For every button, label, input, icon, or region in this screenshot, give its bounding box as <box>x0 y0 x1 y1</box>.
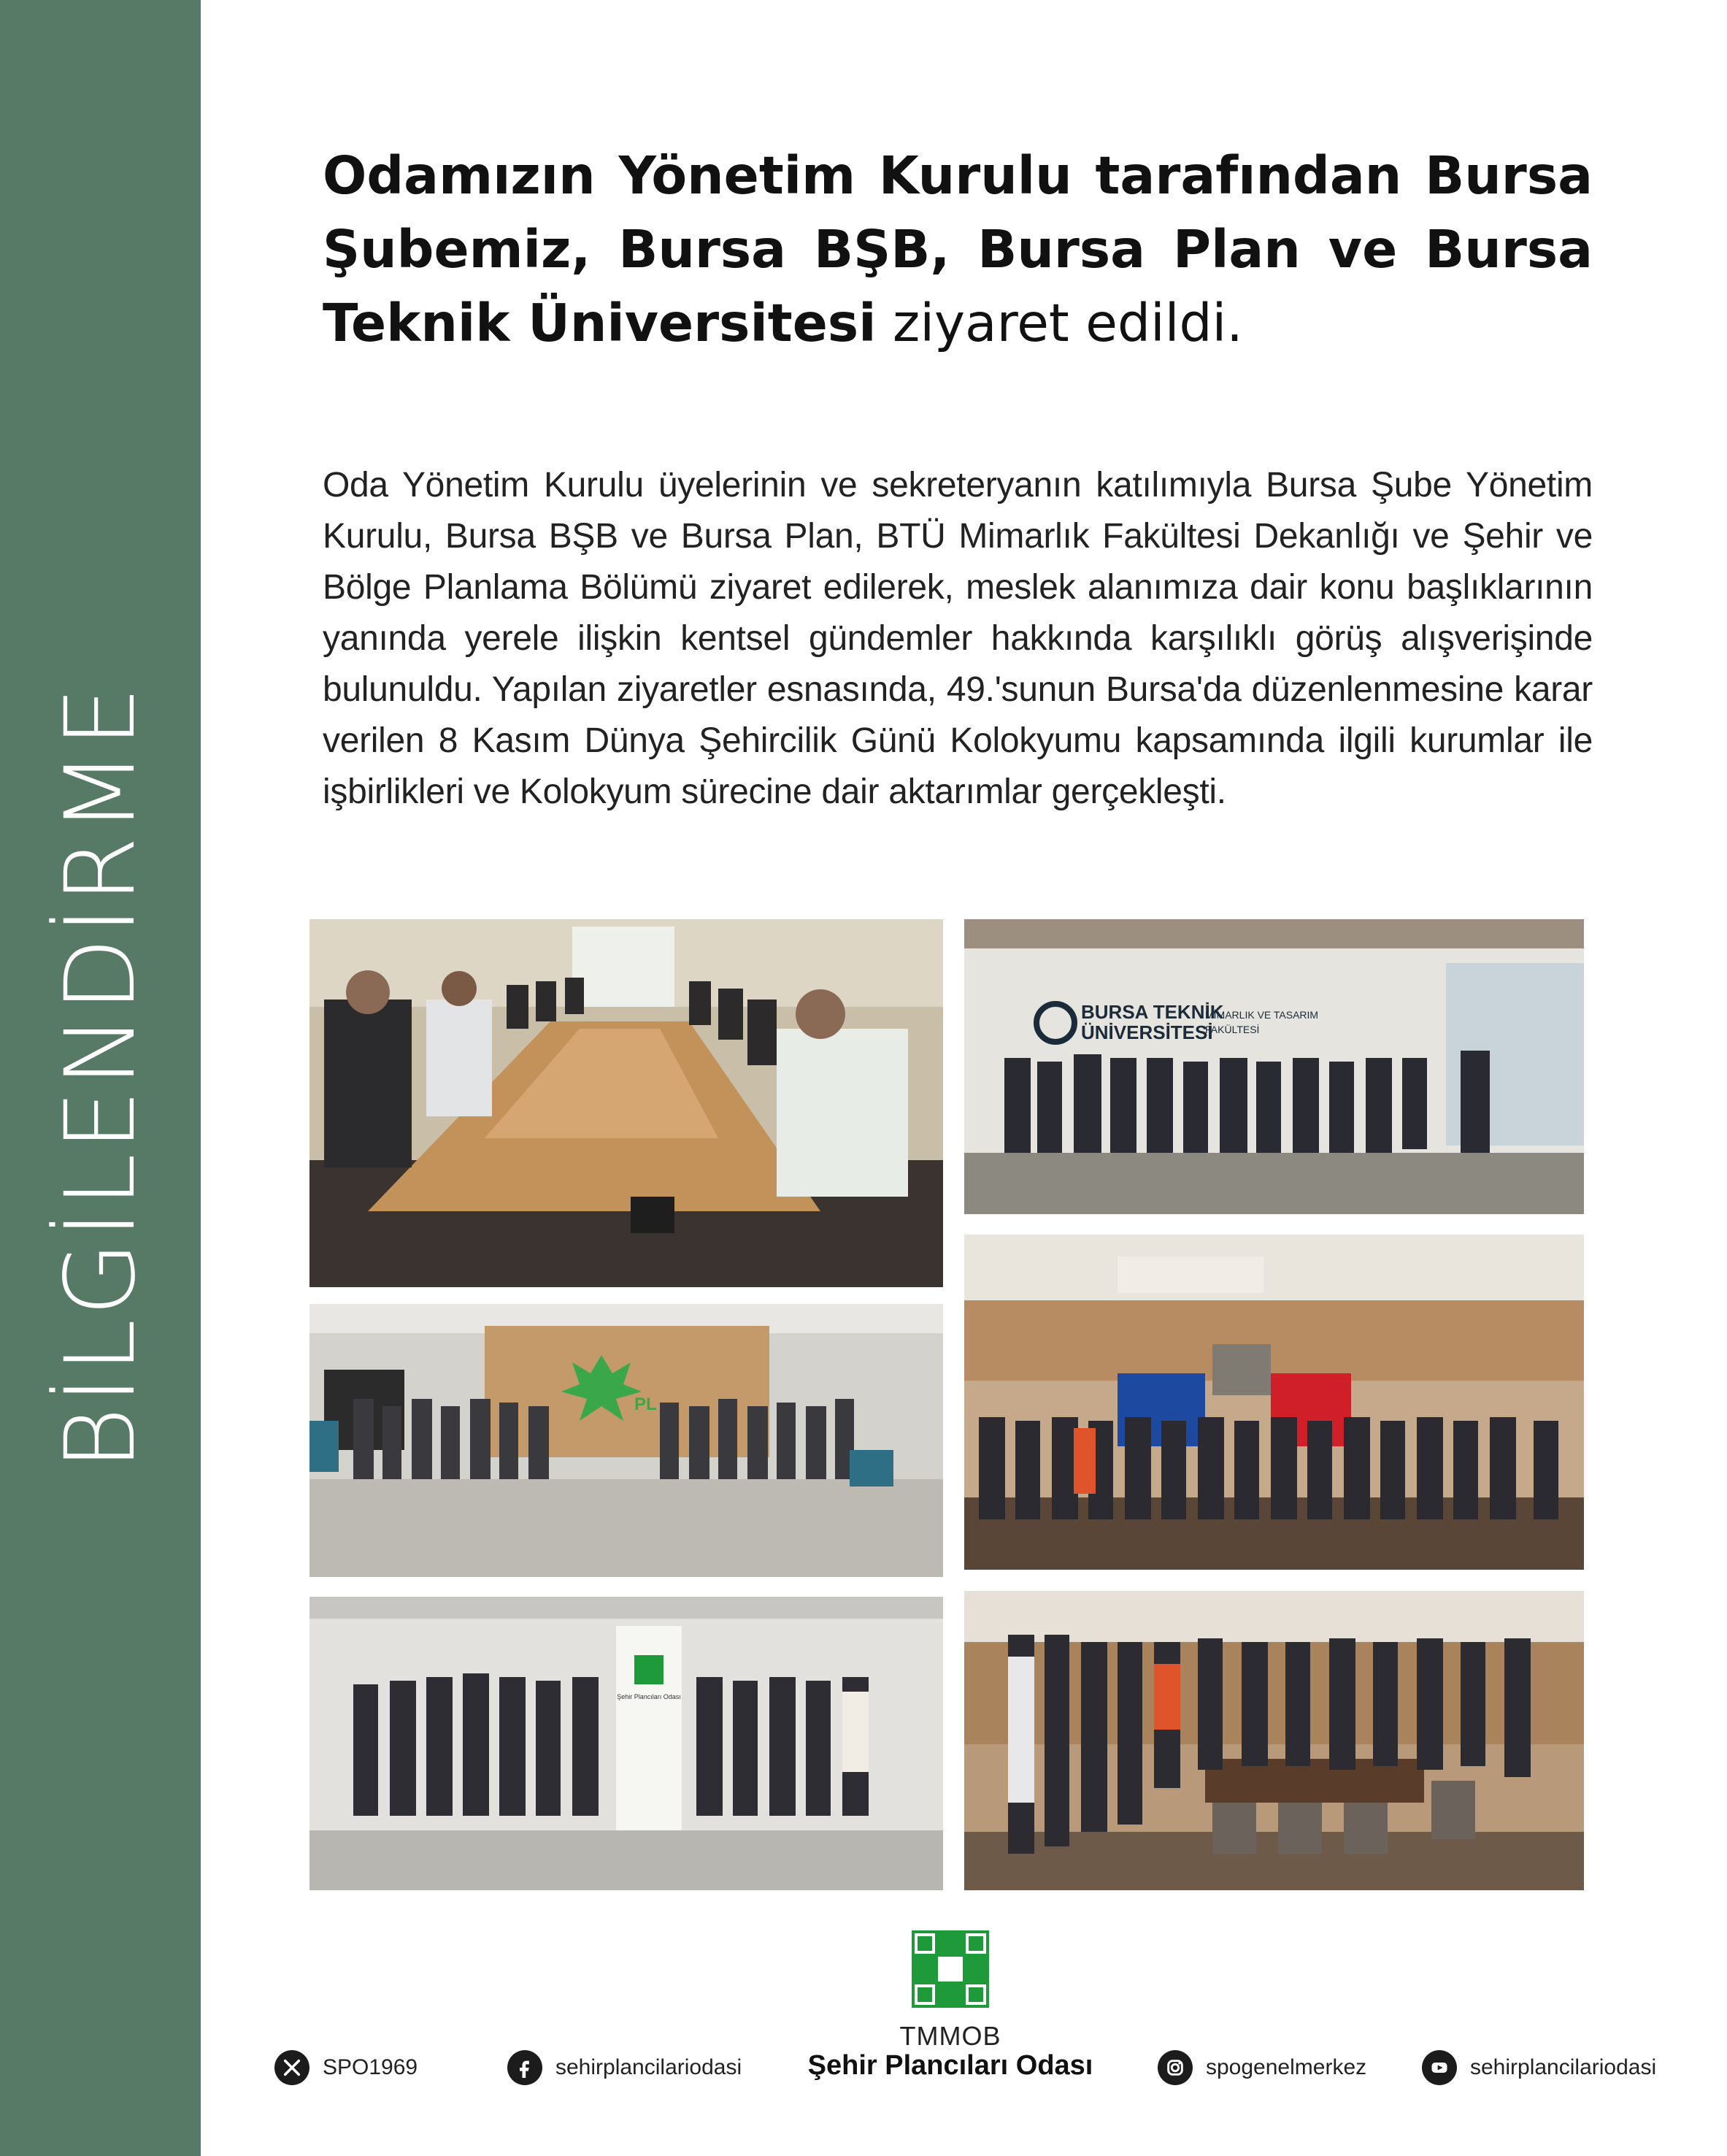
spo-logo <box>912 1930 989 2008</box>
social-x[interactable] <box>274 2049 418 2086</box>
social-instagram-handle: spogenelmerkez <box>1206 2055 1367 2079</box>
spo-banner-text: Şehir Plancıları Odası <box>617 1693 681 1700</box>
btu-sign-line1: BURSA TEKNİK <box>1081 1001 1224 1023</box>
social-facebook-handle: sehirplancilariodasi <box>555 2055 742 2079</box>
x-icon <box>274 2050 309 2085</box>
sidebar-band <box>0 0 201 2156</box>
facebook-icon <box>507 2050 542 2085</box>
photo-meeting-table <box>309 919 943 1287</box>
footer-org-name: Şehir Plancıları Odası <box>807 2050 1093 2081</box>
headline <box>323 139 1593 360</box>
headline-light: ziyaret edildi. <box>893 293 1243 353</box>
footer-org: TMMOB <box>899 2021 1001 2051</box>
youtube-icon <box>1422 2050 1457 2085</box>
section-label: BİLGİLENDİRME <box>45 683 157 1470</box>
social-instagram[interactable] <box>1158 2049 1366 2086</box>
photo-meeting-room-group <box>964 1591 1584 1890</box>
btu-sign-line3: MİMARLIK VE TASARIM <box>1205 1009 1319 1021</box>
photo-btu-group <box>964 919 1584 1214</box>
social-youtube[interactable] <box>1422 2049 1656 2086</box>
photo-plan-lobby <box>309 1304 943 1577</box>
instagram-icon <box>1158 2050 1193 2085</box>
social-facebook[interactable] <box>507 2049 742 2086</box>
photo-office-flags <box>964 1235 1584 1570</box>
btu-sign-line4: FAKÜLTESİ <box>1205 1024 1260 1035</box>
headline-bold: Odamızın Yönetim Kurulu tarafından Bursa Şubemiz, Bursa BŞB, Bursa Plan ve Bursa Teknik Üniversitesi <box>323 145 1593 353</box>
photo-spo-banner-group <box>309 1597 943 1890</box>
body-paragraph: Oda Yönetim Kurulu üyelerinin ve sekreteryanın katılımıyla Bursa Şube Yönetim Kurulu, Bursa BŞB ve Bursa Plan, BTÜ Mimarlık Fakültesi Dekanlığı ve Şehir ve Bölge Planlama Bölümü ziyaret edilerek, meslek alanımıza dair konu başlıklarının yanında yerele ilişkin kentsel gündemler hakkında karşılıklı görüş alışverişinde bulunuldu. Yapılan ziyaretler esnasında, 49.'sunun Bursa'da düzenlenmesine karar verilen 8 Kasım Dünya Şehircilik Günü Kolokyumu kapsamında ilgili kurumlar ile işbirlikleri ve Kolokyum sürecine dair aktarımlar gerçekleşti. <box>323 466 1593 811</box>
social-youtube-handle: sehirplancilariodasi <box>1470 2055 1657 2079</box>
social-x-handle: SPO1969 <box>323 2055 418 2079</box>
plan-sign-text: PL <box>634 1395 657 1414</box>
btu-sign-line2: ÜNİVERSİTESİ <box>1081 1021 1213 1043</box>
